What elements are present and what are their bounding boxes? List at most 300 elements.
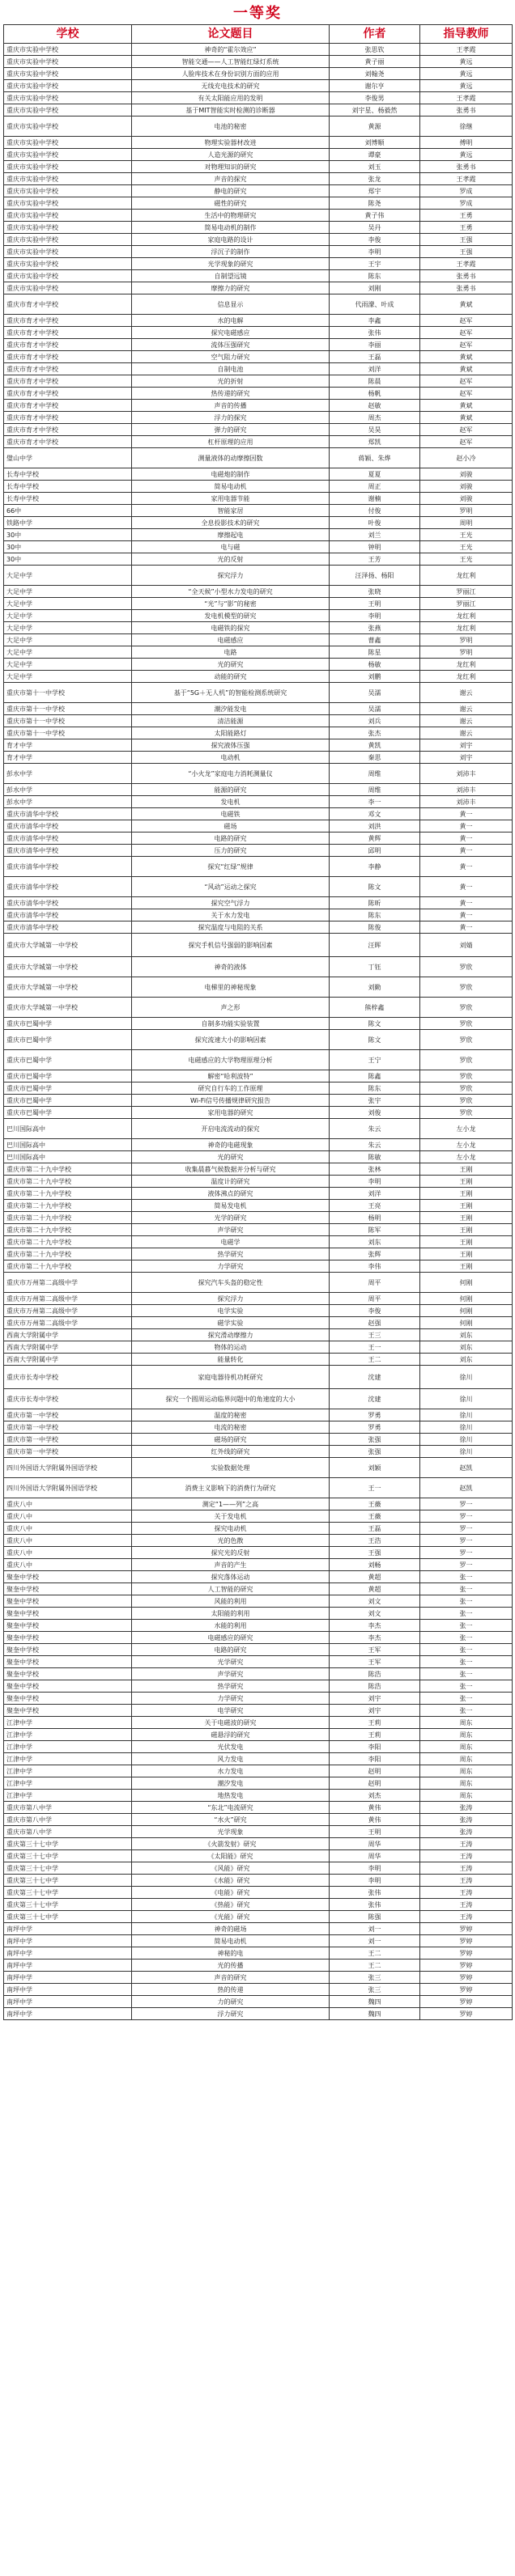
cell-author: 汪泽扬、杨阳 xyxy=(330,566,420,586)
cell-school: 重庆市第十一中学校 xyxy=(4,727,132,739)
cell-school: 66中 xyxy=(4,505,132,517)
cell-advisor: 张一 xyxy=(420,1680,513,1693)
cell-school: 重庆市长寿中学校 xyxy=(4,1389,132,1409)
cell-title: “光”与“影”的秘密 xyxy=(132,598,330,610)
cell-school: 重庆市育才中学校 xyxy=(4,388,132,400)
table-row xyxy=(4,149,513,161)
cell-school: 聚奎中学校 xyxy=(4,1583,132,1595)
table-row xyxy=(4,1814,513,1826)
cell-school: 重庆市第一中学校 xyxy=(4,1446,132,1458)
cell-school: 江津中学 xyxy=(4,1790,132,1802)
cell-author: 张辉 xyxy=(330,1248,420,1260)
table-row xyxy=(4,210,513,222)
cell-author: 王三 xyxy=(330,1329,420,1341)
cell-author: 李明 xyxy=(330,246,420,258)
cell-author: 王军 xyxy=(330,1656,420,1668)
cell-school: 四川外国语大学附属外国语学校 xyxy=(4,1478,132,1498)
cell-advisor: 王刚 xyxy=(420,1176,513,1188)
cell-school: 南坪中学 xyxy=(4,2008,132,2020)
cell-advisor: 徐川 xyxy=(420,1389,513,1409)
cell-advisor: 龙红利 xyxy=(420,671,513,683)
cell-advisor: 罗欣 xyxy=(420,998,513,1018)
cell-author: 王明 xyxy=(330,598,420,610)
cell-advisor: 罗婷 xyxy=(420,1947,513,1960)
cell-school: 重庆市万州第二高级中学 xyxy=(4,1305,132,1317)
cell-title: 信息显示 xyxy=(132,294,330,315)
cell-author: 朱云 xyxy=(330,1139,420,1151)
cell-title: 电磁铁 xyxy=(132,808,330,820)
table-row xyxy=(4,1236,513,1248)
cell-author: 张龙 xyxy=(330,173,420,185)
table-row xyxy=(4,1083,513,1095)
table-row xyxy=(4,715,513,727)
cell-title: 《光能》研究 xyxy=(132,1911,330,1923)
cell-school: 西南大学附属中学 xyxy=(4,1341,132,1354)
cell-school: 聚奎中学校 xyxy=(4,1595,132,1608)
cell-title: 风力发电 xyxy=(132,1753,330,1765)
cell-author: 黄源 xyxy=(330,117,420,137)
cell-title: 关于电磁波的研究 xyxy=(132,1717,330,1729)
cell-author: 谭豪 xyxy=(330,149,420,161)
cell-title: 水能的利用 xyxy=(132,1620,330,1632)
cell-title: 红外线的研究 xyxy=(132,1446,330,1458)
cell-title: 浮力的探究 xyxy=(132,412,330,424)
cell-advisor: 张勇书 xyxy=(420,104,513,117)
cell-title: 电动机 xyxy=(132,752,330,764)
cell-advisor: 张一 xyxy=(420,1608,513,1620)
table-row xyxy=(4,375,513,388)
cell-advisor: 黄远 xyxy=(420,149,513,161)
cell-school: 重庆市实验中学校 xyxy=(4,258,132,270)
cell-school: 重庆市实验中学校 xyxy=(4,56,132,68)
cell-advisor: 罗欣 xyxy=(420,977,513,998)
cell-title: 《水能》研究 xyxy=(132,1875,330,1887)
cell-advisor: 黄斌 xyxy=(420,351,513,363)
cell-school: 南坪中学 xyxy=(4,1972,132,1984)
cell-title: 有关太阳能应用的发明 xyxy=(132,92,330,104)
cell-advisor: 徐川 xyxy=(420,1366,513,1389)
table-row xyxy=(4,752,513,764)
cell-advisor: 罗成 xyxy=(420,197,513,210)
cell-title: 太阳能的利用 xyxy=(132,1608,330,1620)
cell-author: 朱云 xyxy=(330,1119,420,1139)
table-row xyxy=(4,481,513,493)
table-row xyxy=(4,857,513,877)
cell-author: 王磊 xyxy=(330,351,420,363)
table-row xyxy=(4,646,513,659)
cell-title: 探究空气浮力 xyxy=(132,897,330,909)
table-row xyxy=(4,1705,513,1717)
cell-author: 周维 xyxy=(330,764,420,784)
table-row xyxy=(4,1305,513,1317)
cell-title: 探究流速大小的影响因素 xyxy=(132,1030,330,1050)
cell-school: 重庆市清华中学校 xyxy=(4,909,132,922)
cell-school: 重庆市育才中学校 xyxy=(4,436,132,448)
cell-advisor: 张一 xyxy=(420,1705,513,1717)
cell-title: 杠杆原理的应用 xyxy=(132,436,330,448)
cell-school: 重庆市第八中学 xyxy=(4,1826,132,1838)
cell-school: 重庆八中 xyxy=(4,1498,132,1510)
cell-advisor: 黄斌 xyxy=(420,294,513,315)
table-row xyxy=(4,1777,513,1790)
cell-author: 李明 xyxy=(330,610,420,622)
cell-advisor: 王涛 xyxy=(420,1875,513,1887)
cell-title: 探究滑动摩擦力 xyxy=(132,1329,330,1341)
cell-title: 家庭电路的设计 xyxy=(132,234,330,246)
table-row xyxy=(4,1293,513,1305)
cell-title: 热学研究 xyxy=(132,1680,330,1693)
cell-title: 液体沸点的研究 xyxy=(132,1188,330,1200)
cell-author: 王芳 xyxy=(330,553,420,566)
table-row xyxy=(4,505,513,517)
cell-title: 探究浮力 xyxy=(132,566,330,586)
table-row xyxy=(4,1163,513,1176)
cell-advisor: 罗欣 xyxy=(420,1083,513,1095)
cell-title: 动能的研究 xyxy=(132,671,330,683)
table-row xyxy=(4,1329,513,1341)
cell-author: 李一 xyxy=(330,796,420,808)
cell-school: 重庆第三十七中学 xyxy=(4,1862,132,1875)
cell-title: 浮力研究 xyxy=(132,2008,330,2020)
cell-author: 张林 xyxy=(330,1163,420,1176)
cell-author: 王一 xyxy=(330,1341,420,1354)
cell-author: 汪晖 xyxy=(330,934,420,957)
cell-author: 王二 xyxy=(330,1354,420,1366)
cell-advisor: 罗明 xyxy=(420,646,513,659)
cell-author: 李丽 xyxy=(330,339,420,351)
table-row xyxy=(4,1741,513,1753)
cell-advisor: 刘沛丰 xyxy=(420,796,513,808)
cell-school: 重庆市实验中学校 xyxy=(4,161,132,173)
cell-advisor: 张一 xyxy=(420,1668,513,1680)
cell-title: 电磁铁的探究 xyxy=(132,622,330,634)
cell-author: 陈文 xyxy=(330,1018,420,1030)
cell-author: 陈晨 xyxy=(330,375,420,388)
cell-school: 大足中学 xyxy=(4,598,132,610)
cell-author: 钟明 xyxy=(330,541,420,553)
cell-advisor: 张涛 xyxy=(420,1814,513,1826)
cell-school: 30中 xyxy=(4,553,132,566)
cell-advisor: 何刚 xyxy=(420,1305,513,1317)
cell-title: 热的传递 xyxy=(132,1984,330,1996)
cell-author: 周平 xyxy=(330,1293,420,1305)
cell-school: 西南大学附属中学 xyxy=(4,1354,132,1366)
cell-school: 重庆市长寿中学校 xyxy=(4,1366,132,1389)
cell-title: 电学实验 xyxy=(132,1305,330,1317)
cell-title: 简易发电机 xyxy=(132,1200,330,1212)
cell-advisor: 黄一 xyxy=(420,922,513,934)
cell-advisor: 王孝霞 xyxy=(420,44,513,56)
table-row xyxy=(4,117,513,137)
cell-author: 王宇 xyxy=(330,258,420,270)
cell-title: 探究液体压强 xyxy=(132,739,330,752)
cell-author: 陈军 xyxy=(330,1224,420,1236)
cell-author: 陈东 xyxy=(330,1083,420,1095)
cell-title: 热传递的研究 xyxy=(132,388,330,400)
cell-title: 流体压强研究 xyxy=(132,339,330,351)
cell-advisor: 刘沛丰 xyxy=(420,784,513,796)
table-row xyxy=(4,270,513,282)
table-row xyxy=(4,1151,513,1163)
cell-author: 李鑫 xyxy=(330,315,420,327)
cell-school: 重庆市第二十九中学校 xyxy=(4,1248,132,1260)
cell-title: 神奇的磁场 xyxy=(132,1923,330,1935)
cell-title: 力学研究 xyxy=(132,1260,330,1273)
cell-advisor: 王涛 xyxy=(420,1887,513,1899)
table-row xyxy=(4,104,513,117)
cell-title: 光学研究 xyxy=(132,1656,330,1668)
table-row xyxy=(4,1644,513,1656)
cell-school: 聚奎中学校 xyxy=(4,1620,132,1632)
cell-school: 巴川国际高中 xyxy=(4,1151,132,1163)
cell-title: 电路 xyxy=(132,646,330,659)
cell-school: 重庆第三十七中学 xyxy=(4,1850,132,1862)
cell-title: 磁悬浮的研究 xyxy=(132,1729,330,1741)
table-row xyxy=(4,1656,513,1668)
table-row xyxy=(4,897,513,909)
cell-advisor: 周东 xyxy=(420,1753,513,1765)
cell-school: 重庆市第二十九中学校 xyxy=(4,1188,132,1200)
cell-school: 聚奎中学校 xyxy=(4,1632,132,1644)
cell-advisor: 赵军 xyxy=(420,375,513,388)
cell-advisor: 黄远 xyxy=(420,80,513,92)
cell-advisor: 王勇 xyxy=(420,222,513,234)
cell-advisor: 张一 xyxy=(420,1571,513,1583)
cell-title: 神秘的电 xyxy=(132,1947,330,1960)
cell-title: 测定“1——列”之高 xyxy=(132,1498,330,1510)
table-row xyxy=(4,683,513,703)
cell-school: 长寿中学校 xyxy=(4,481,132,493)
cell-school: 30中 xyxy=(4,529,132,541)
cell-author: 黄凯 xyxy=(330,739,420,752)
cell-author: 王浩 xyxy=(330,1535,420,1547)
cell-school: 重庆市实验中学校 xyxy=(4,270,132,282)
cell-title: 电梯里的神秘现象 xyxy=(132,977,330,998)
cell-title: 电与磁 xyxy=(132,541,330,553)
cell-author: 赵强 xyxy=(330,1317,420,1329)
cell-advisor: 罗明 xyxy=(420,505,513,517)
cell-title: 光学的研究 xyxy=(132,1212,330,1224)
cell-title: 磁场的研究 xyxy=(132,1434,330,1446)
cell-title: 光学现象的研究 xyxy=(132,258,330,270)
cell-advisor: 罗婷 xyxy=(420,1923,513,1935)
cell-advisor: 赵凯 xyxy=(420,1478,513,1498)
cell-author: 刘勤 xyxy=(330,977,420,998)
cell-advisor: 张一 xyxy=(420,1644,513,1656)
cell-advisor: 徐继 xyxy=(420,117,513,137)
table-row xyxy=(4,1366,513,1389)
cell-title: 水的电解 xyxy=(132,315,330,327)
cell-school: 重庆市实验中学校 xyxy=(4,137,132,149)
table-row xyxy=(4,468,513,481)
cell-school: 重庆八中 xyxy=(4,1535,132,1547)
cell-advisor: 刘婧 xyxy=(420,934,513,957)
cell-title: 探究浮力 xyxy=(132,1293,330,1305)
cell-author: 陈东 xyxy=(330,909,420,922)
cell-advisor: 罗婷 xyxy=(420,2008,513,2020)
table-row xyxy=(4,820,513,833)
cell-school: 重庆市第二十九中学校 xyxy=(4,1176,132,1188)
cell-title: 空气阻力研究 xyxy=(132,351,330,363)
cell-title: “水火”研究 xyxy=(132,1814,330,1826)
cell-title: 自制多功能实验装置 xyxy=(132,1018,330,1030)
cell-title: “东北”电流研究 xyxy=(132,1802,330,1814)
cell-title: 探究汽车头盔的稳定性 xyxy=(132,1273,330,1293)
cell-advisor: 刘宇 xyxy=(420,739,513,752)
cell-school: 重庆市第十一中学校 xyxy=(4,703,132,715)
cell-title: 摩擦力的研究 xyxy=(132,282,330,294)
cell-author: 张思钦 xyxy=(330,44,420,56)
cell-title: 电磁感应的研究 xyxy=(132,1632,330,1644)
table-row xyxy=(4,1498,513,1510)
cell-title: 电磁感应 xyxy=(132,634,330,646)
cell-advisor: 赵军 xyxy=(420,315,513,327)
cell-author: 刘俊 xyxy=(330,1107,420,1119)
cell-author: 王莉 xyxy=(330,1729,420,1741)
table-row xyxy=(4,1421,513,1434)
cell-author: 刘刚 xyxy=(330,282,420,294)
cell-advisor: 龙红利 xyxy=(420,566,513,586)
table-row xyxy=(4,610,513,622)
cell-school: 南坪中学 xyxy=(4,1947,132,1960)
cell-author: 周平 xyxy=(330,1273,420,1293)
cell-author: 魏四 xyxy=(330,1996,420,2008)
cell-school: 重庆市实验中学校 xyxy=(4,68,132,80)
table-row xyxy=(4,1030,513,1050)
cell-author: 陈敏 xyxy=(330,1151,420,1163)
cell-author: 刘颖 xyxy=(330,1458,420,1478)
cell-school: 重庆市第十一中学校 xyxy=(4,715,132,727)
cell-advisor: 王涛 xyxy=(420,1911,513,1923)
table-row xyxy=(4,634,513,646)
cell-advisor: 王涛 xyxy=(420,1899,513,1911)
cell-author: 黄伟 xyxy=(330,1802,420,1814)
cell-author: 陈强 xyxy=(330,1911,420,1923)
cell-title: 光的折射 xyxy=(132,375,330,388)
cell-title: 发电机 xyxy=(132,796,330,808)
table-row xyxy=(4,1765,513,1777)
cell-author: 张伟 xyxy=(330,1899,420,1911)
table-row xyxy=(4,1139,513,1151)
cell-advisor: 罗欣 xyxy=(420,1018,513,1030)
cell-author: 陈文 xyxy=(330,877,420,897)
cell-school: 聚奎中学校 xyxy=(4,1680,132,1693)
cell-school: 南坪中学 xyxy=(4,1996,132,2008)
cell-school: 重庆市育才中学校 xyxy=(4,327,132,339)
cell-author: 邱明 xyxy=(330,845,420,857)
header-row xyxy=(4,25,513,44)
cell-advisor: 赵凯 xyxy=(420,1458,513,1478)
cell-author: 陈浩 xyxy=(330,1668,420,1680)
cell-author: 陈文 xyxy=(330,1030,420,1050)
cell-advisor: 张一 xyxy=(420,1583,513,1595)
cell-title: 探究温度与电阻的关系 xyxy=(132,922,330,934)
table-row xyxy=(4,388,513,400)
cell-advisor: 徐川 xyxy=(420,1446,513,1458)
cell-school: 重庆市万州第二高级中学 xyxy=(4,1317,132,1329)
cell-advisor: 罗丽江 xyxy=(420,586,513,598)
cell-author: 李俊 xyxy=(330,1305,420,1317)
cell-school: 大足中学 xyxy=(4,610,132,622)
title-bar xyxy=(0,0,515,24)
cell-title: 生活中的物理研究 xyxy=(132,210,330,222)
cell-author: 李杰 xyxy=(330,1632,420,1644)
cell-advisor: 周东 xyxy=(420,1741,513,1753)
cell-title: 研究自行车的工作原理 xyxy=(132,1083,330,1095)
cell-title: 家用电器节能 xyxy=(132,493,330,505)
table-row xyxy=(4,424,513,436)
cell-title: 探究电动机 xyxy=(132,1523,330,1535)
cell-school: 聚奎中学校 xyxy=(4,1644,132,1656)
table-row xyxy=(4,1899,513,1911)
cell-author: 周维 xyxy=(330,784,420,796)
cell-author: 刘杰 xyxy=(330,1790,420,1802)
cell-title: 力学研究 xyxy=(132,1693,330,1705)
table-row xyxy=(4,1632,513,1644)
cell-advisor: 张一 xyxy=(420,1632,513,1644)
cell-title: 光的色散 xyxy=(132,1535,330,1547)
cell-advisor: 张一 xyxy=(420,1620,513,1632)
cell-author: 张伟 xyxy=(330,327,420,339)
cell-advisor: 黄斌 xyxy=(420,412,513,424)
cell-school: 巴川国际高中 xyxy=(4,1119,132,1139)
table-row xyxy=(4,68,513,80)
table-row xyxy=(4,739,513,752)
table-row xyxy=(4,1826,513,1838)
cell-advisor: 黄一 xyxy=(420,833,513,845)
cell-advisor: 周东 xyxy=(420,1765,513,1777)
cell-advisor: 何刚 xyxy=(420,1293,513,1305)
cell-school: 四川外国语大学附属外国语学校 xyxy=(4,1458,132,1478)
cell-title: 简易电动机的制作 xyxy=(132,222,330,234)
cell-author: 杨帆 xyxy=(330,388,420,400)
cell-school: 大足中学 xyxy=(4,671,132,683)
cell-advisor: 罗一 xyxy=(420,1559,513,1571)
cell-author: 周华 xyxy=(330,1838,420,1850)
table-row xyxy=(4,1341,513,1354)
cell-title: 全息投影技术的研究 xyxy=(132,517,330,529)
cell-advisor: 王勇 xyxy=(420,210,513,222)
cell-school: 重庆市清华中学校 xyxy=(4,820,132,833)
cell-title: 探究一个圆周运动临界问题中的角速度的大小 xyxy=(132,1389,330,1409)
cell-title: 潮汐发电 xyxy=(132,1777,330,1790)
cell-school: 彭水中学 xyxy=(4,796,132,808)
table-row xyxy=(4,541,513,553)
cell-author: 陈尧 xyxy=(330,197,420,210)
cell-author: 周正 xyxy=(330,481,420,493)
cell-advisor: 刘东 xyxy=(420,1329,513,1341)
cell-author: 熊梓鑫 xyxy=(330,998,420,1018)
cell-author: 周华 xyxy=(330,1850,420,1862)
cell-author: 王二 xyxy=(330,1960,420,1972)
cell-advisor: 罗婷 xyxy=(420,1996,513,2008)
table-row xyxy=(4,1717,513,1729)
table-row xyxy=(4,1862,513,1875)
cell-author: 王莉 xyxy=(330,1717,420,1729)
cell-advisor: 周东 xyxy=(420,1790,513,1802)
table-row xyxy=(4,436,513,448)
table-row xyxy=(4,351,513,363)
cell-author: 王二 xyxy=(330,1947,420,1960)
cell-school: 南坪中学 xyxy=(4,1960,132,1972)
cell-title: 家用电器的研究 xyxy=(132,1107,330,1119)
cell-title: 磁性的研究 xyxy=(132,197,330,210)
cell-school: 大足中学 xyxy=(4,646,132,659)
cell-school: 聚奎中学校 xyxy=(4,1705,132,1717)
cell-title: 温度的秘密 xyxy=(132,1409,330,1421)
cell-school: 聚奎中学校 xyxy=(4,1571,132,1583)
cell-title: 人造光源的研究 xyxy=(132,149,330,161)
